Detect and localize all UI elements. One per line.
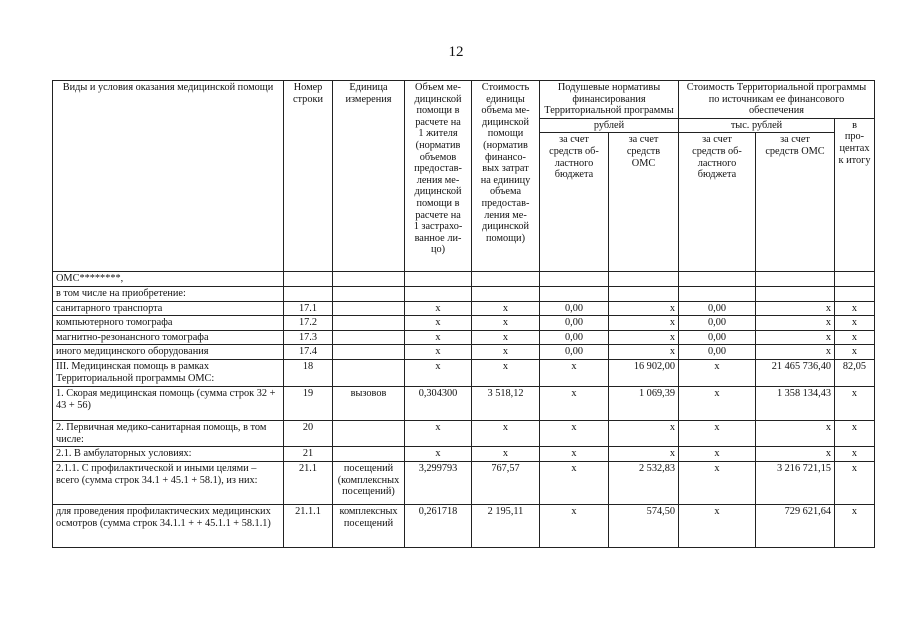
row-cost: 3 518,12 <box>472 386 540 420</box>
row-number: 17.4 <box>284 345 333 360</box>
row-number: 17.1 <box>284 301 333 316</box>
row-number: 20 <box>284 420 333 446</box>
row-unit <box>333 447 405 462</box>
row-percent <box>835 286 875 301</box>
row-oms-per-capita: х <box>609 301 679 316</box>
row-oms-cost: х <box>756 316 835 331</box>
row-number: 18 <box>284 359 333 386</box>
row-percent: х <box>835 420 875 446</box>
row-volume: х <box>405 359 472 386</box>
header-row-number: Номер строки <box>284 81 333 272</box>
row-cost: х <box>472 301 540 316</box>
row-unit <box>333 286 405 301</box>
row-oms-per-capita: х <box>609 420 679 446</box>
financing-table <box>52 80 875 548</box>
table-row <box>53 359 875 386</box>
table-row <box>53 420 875 446</box>
row-regional-cost: 0,00 <box>679 316 756 331</box>
page-number: 12 <box>448 44 464 60</box>
table-row <box>53 272 875 287</box>
row-number: 21 <box>284 447 333 462</box>
header-regional-budget: за счет средств об- ластного бюджета <box>540 133 609 272</box>
row-regional-per-capita: х <box>540 447 609 462</box>
row-name: компьютерного томографа <box>53 316 284 331</box>
row-regional-cost: х <box>679 462 756 505</box>
table-row <box>53 462 875 505</box>
row-volume: 3,299793 <box>405 462 472 505</box>
row-unit <box>333 330 405 345</box>
row-regional-cost: 0,00 <box>679 345 756 360</box>
header-kind: Виды и условия оказания медицинской помощи <box>53 81 284 272</box>
row-regional-cost: х <box>679 359 756 386</box>
table-row <box>53 316 875 331</box>
row-oms-cost <box>756 272 835 287</box>
row-oms-cost: 3 216 721,15 <box>756 462 835 505</box>
row-regional-per-capita: х <box>540 462 609 505</box>
table-row <box>53 386 875 420</box>
row-number: 19 <box>284 386 333 420</box>
header-cost: Стоимость единицы объема ме- дицинской помощи (норматив финансо- вых затрат на единицу объема предостав- ления ме- дицинской помощи) <box>472 81 540 272</box>
header-program-cost: Стоимость Территориальной программы по источникам ее финансового обеспечения <box>679 81 875 119</box>
row-regional-cost: х <box>679 447 756 462</box>
row-oms-per-capita: 574,50 <box>609 505 679 548</box>
row-unit <box>333 420 405 446</box>
row-number: 21.1 <box>284 462 333 505</box>
row-number <box>284 286 333 301</box>
row-regional-cost <box>679 286 756 301</box>
row-cost <box>472 272 540 287</box>
row-percent: х <box>835 505 875 548</box>
row-name: 2.1.1. С профилактической и иными целями – всего (сумма строк 34.1 + 45.1 + 58.1), из них: <box>53 462 284 505</box>
row-regional-per-capita: х <box>540 420 609 446</box>
header-unit: Единица измерения <box>333 81 405 272</box>
row-percent: х <box>835 316 875 331</box>
row-oms-per-capita <box>609 286 679 301</box>
row-regional-per-capita: 0,00 <box>540 316 609 331</box>
row-oms-cost: х <box>756 447 835 462</box>
row-percent: х <box>835 462 875 505</box>
row-oms-cost: х <box>756 420 835 446</box>
row-cost: 767,57 <box>472 462 540 505</box>
row-oms-per-capita: х <box>609 345 679 360</box>
row-percent: х <box>835 447 875 462</box>
row-oms-per-capita: 1 069,39 <box>609 386 679 420</box>
row-percent <box>835 272 875 287</box>
row-name: 2. Первичная медико-санитарная помощь, в том числе: <box>53 420 284 446</box>
row-regional-cost: 0,00 <box>679 301 756 316</box>
row-cost: 2 195,11 <box>472 505 540 548</box>
row-volume: х <box>405 420 472 446</box>
row-oms-per-capita <box>609 272 679 287</box>
row-unit: комплексных посещений <box>333 505 405 548</box>
row-oms-per-capita: х <box>609 447 679 462</box>
row-name: III. Медицинская помощь в рамках Территориальной программы ОМС: <box>53 359 284 386</box>
row-oms-cost: 1 358 134,43 <box>756 386 835 420</box>
row-volume <box>405 286 472 301</box>
row-volume: 0,304300 <box>405 386 472 420</box>
row-oms-cost: х <box>756 345 835 360</box>
row-cost: х <box>472 316 540 331</box>
table-row <box>53 505 875 548</box>
row-name: 2.1. В амбулаторных условиях: <box>53 447 284 462</box>
row-unit <box>333 345 405 360</box>
row-unit <box>333 359 405 386</box>
row-percent: х <box>835 330 875 345</box>
row-name: в том числе на приобретение: <box>53 286 284 301</box>
row-unit <box>333 301 405 316</box>
row-percent: 82,05 <box>835 359 875 386</box>
row-unit <box>333 272 405 287</box>
header-percent: в про- центах к итогу <box>835 118 875 272</box>
row-oms-per-capita: 2 532,83 <box>609 462 679 505</box>
row-cost: х <box>472 420 540 446</box>
table-row <box>53 330 875 345</box>
row-regional-per-capita: 0,00 <box>540 345 609 360</box>
row-percent: х <box>835 301 875 316</box>
row-regional-per-capita: х <box>540 505 609 548</box>
row-oms-cost: х <box>756 301 835 316</box>
row-percent: х <box>835 386 875 420</box>
row-unit: вызовов <box>333 386 405 420</box>
header-regional-budget-2: за счет средств об- ластного бюджета <box>679 133 756 272</box>
row-name: иного медицинского оборудования <box>53 345 284 360</box>
row-cost <box>472 286 540 301</box>
table-row <box>53 286 875 301</box>
row-cost: х <box>472 359 540 386</box>
table-row <box>53 447 875 462</box>
row-volume: х <box>405 447 472 462</box>
row-number: 17.3 <box>284 330 333 345</box>
header-thousand-rubles: тыс. рублей <box>679 118 835 133</box>
header-rubles: рублей <box>540 118 679 133</box>
row-number: 17.2 <box>284 316 333 331</box>
header-volume: Объем ме- дицинской помощи в расчете на 1 жителя (норматив объемов предостав- ления ме- дицинской помощи в расчете на 1 застрахо- ванное ли- цо) <box>405 81 472 272</box>
row-cost: х <box>472 330 540 345</box>
row-oms-cost: 729 621,64 <box>756 505 835 548</box>
row-cost: х <box>472 447 540 462</box>
row-regional-per-capita <box>540 286 609 301</box>
row-cost: х <box>472 345 540 360</box>
header-oms: за счет средств ОМС <box>609 133 679 272</box>
table-row <box>53 301 875 316</box>
row-volume: 0,261718 <box>405 505 472 548</box>
row-regional-per-capita: х <box>540 386 609 420</box>
row-volume <box>405 272 472 287</box>
row-regional-cost: х <box>679 420 756 446</box>
row-name: 1. Скорая медицинская помощь (сумма строк 32 + 43 + 56) <box>53 386 284 420</box>
header-per-capita: Подушевые нормативы финансирования Территориальной программы <box>540 81 679 119</box>
row-oms-per-capita: 16 902,00 <box>609 359 679 386</box>
row-volume: х <box>405 316 472 331</box>
row-regional-per-capita: 0,00 <box>540 301 609 316</box>
row-regional-cost: х <box>679 505 756 548</box>
row-regional-per-capita <box>540 272 609 287</box>
row-unit <box>333 316 405 331</box>
row-number: 21.1.1 <box>284 505 333 548</box>
row-unit: посещений (комплексных посещений) <box>333 462 405 505</box>
row-regional-per-capita: 0,00 <box>540 330 609 345</box>
row-oms-cost: х <box>756 330 835 345</box>
row-oms-per-capita: х <box>609 316 679 331</box>
row-oms-cost <box>756 286 835 301</box>
row-oms-cost: 21 465 736,40 <box>756 359 835 386</box>
row-number <box>284 272 333 287</box>
row-name: для проведения профилактических медицинских осмотров (сумма строк 34.1.1 + + 45.1.1 + 58.1.1) <box>53 505 284 548</box>
row-volume: х <box>405 301 472 316</box>
row-regional-cost: х <box>679 386 756 420</box>
row-regional-cost: 0,00 <box>679 330 756 345</box>
row-oms-per-capita: х <box>609 330 679 345</box>
row-regional-per-capita: х <box>540 359 609 386</box>
row-name: санитарного транспорта <box>53 301 284 316</box>
header-oms-2: за счет средств ОМС <box>756 133 835 272</box>
table-row <box>53 345 875 360</box>
row-volume: х <box>405 330 472 345</box>
row-name: магнитно-резонансного томографа <box>53 330 284 345</box>
row-volume: х <box>405 345 472 360</box>
row-percent: х <box>835 345 875 360</box>
row-name: ОМС********, <box>53 272 284 287</box>
row-regional-cost <box>679 272 756 287</box>
